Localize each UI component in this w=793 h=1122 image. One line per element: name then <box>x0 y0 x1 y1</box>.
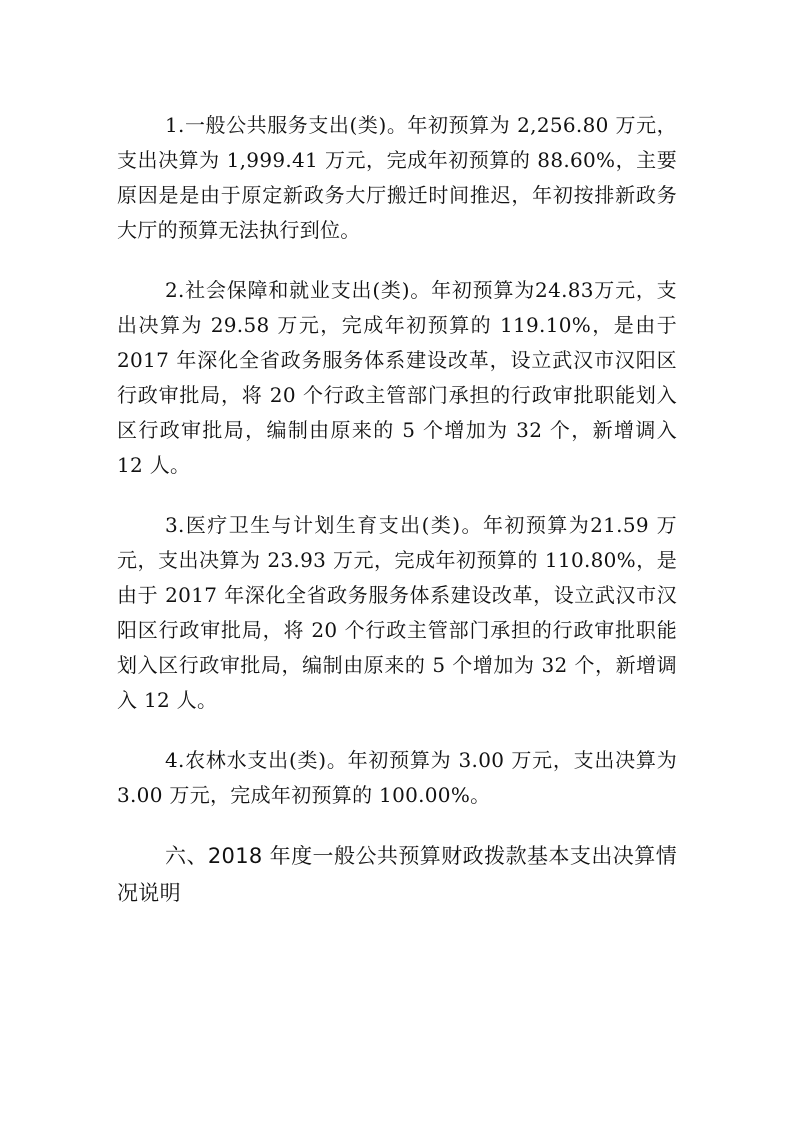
paragraph-social-security-employment: 2.社会保障和就业支出(类)。年初预算为24.83万元，支出决算为 29.58 万元，完成年初预算的 119.10%，是由于 2017 年深化全省政务服务体系建设改革，设立武汉市汉阳区行政审批局，将 20 个行政主管部门承担的行政审批职能划入区行政审批局，编制由原来的 5 个增加为 32 个，新增调入 12 人。 <box>117 278 684 477</box>
paragraph-health-family-planning: 3.医疗卫生与计划生育支出(类)。年初预算为21.59 万元，支出决算为 23.93 万元，完成年初预算的 110.80%，是由于 2017 年深化全省政务服务体系建设改革，设立武汉市汉阳区行政审批局，将 20 个行政主管部门承担的行政审批职能划入区行政审批局，编制由原来的 5 个增加为 32 个，新增调入 12 人。 <box>117 513 677 712</box>
paragraph-agriculture-forestry-water: 4.农林水支出(类)。年初预算为 3.00 万元，支出决算为 3.00 万元，完成年初预算的 100.00%。 <box>117 748 684 807</box>
document-body <box>117 108 718 912</box>
section-heading: 六、2018 年度一般公共预算财政拨款基本支出决算情况说明 <box>117 844 677 905</box>
paragraph-general-public-services: 1.一般公共服务支出(类)。年初预算为 2,256.80 万元，支出决算为 1,999.41 万元，完成年初预算的 88.60%，主要 原因是是由于原定新政务大厅搬迁时间推迟，年初按排新政务大厅的预算无法执行到位。 <box>117 113 718 242</box>
